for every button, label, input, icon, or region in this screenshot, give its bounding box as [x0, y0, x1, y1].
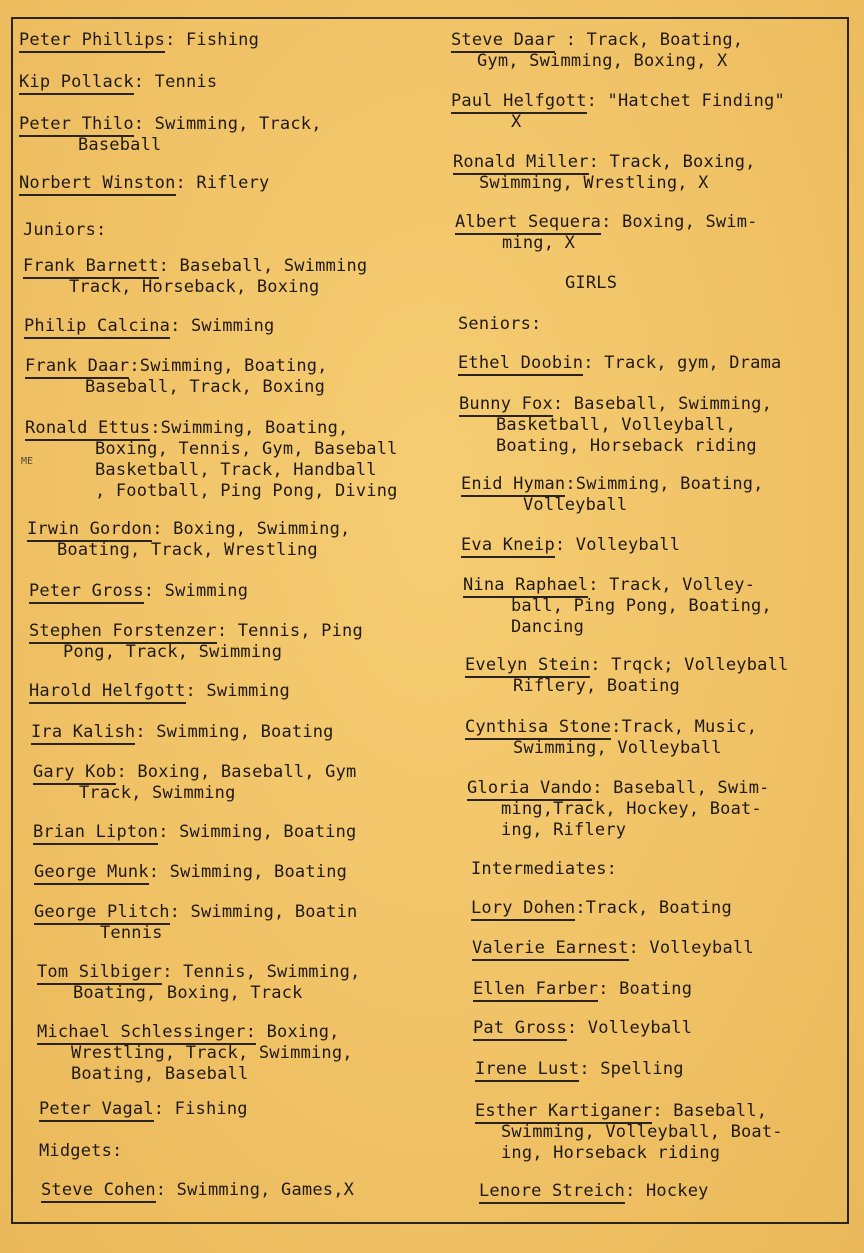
section-heading: Juniors: [23, 220, 107, 240]
camper-entry [37, 962, 360, 1004]
camper-entry [461, 535, 680, 556]
activities-continuation: ball, Ping Pong, Boating, [511, 596, 772, 616]
activities-text: : Volleyball [628, 938, 754, 958]
camper-name: Ellen Farber [473, 979, 598, 1002]
activities-continuation: ming, X [502, 233, 576, 253]
activities-text: :Swimming, Boating, [565, 474, 764, 494]
activities-continuation: X [511, 112, 522, 132]
activities-text: : Swimming [185, 681, 290, 701]
camper-name: Peter Vagal [39, 1099, 154, 1122]
activities-text: : Hockey [625, 1181, 709, 1201]
camper-name: Gary Kob [33, 762, 116, 785]
camper-entry [451, 91, 785, 133]
camper-entry [473, 1018, 692, 1039]
activities-text: : Track, Boating, [555, 30, 744, 50]
activities-text: : Fishing [153, 1099, 248, 1119]
activities-text: : Swimming, Boating [148, 862, 348, 882]
camper-name: Peter Gross [29, 581, 144, 604]
camper-name: Kip Pollack [19, 72, 134, 95]
camper-entry [29, 621, 363, 663]
activities-text: : Swimming, Boating [158, 822, 357, 842]
activities-continuation: , Football, Ping Pong, Diving [95, 481, 398, 501]
activities-continuation: Basketball, Track, Handball [95, 460, 377, 480]
camper-entry [27, 519, 350, 561]
camper-name: Lory Dohen [471, 898, 575, 921]
camper-entry [19, 72, 217, 93]
camper-entry [479, 1181, 709, 1202]
camper-entry [33, 762, 357, 804]
activities-text: : Fishing [165, 30, 260, 50]
activities-text: : Swimming [143, 581, 249, 601]
activities-text: : "Hatchet Finding" [586, 91, 785, 111]
camper-entry [34, 862, 347, 883]
camper-name: Cynthisa Stone [465, 717, 611, 740]
camper-name: Stephen Forstenzer [29, 621, 217, 644]
activities-text: : Swimming, Boatin [169, 902, 358, 922]
section-heading: Seniors: [458, 314, 542, 334]
camper-name: Ronald Miller [453, 152, 589, 175]
camper-entry [463, 575, 772, 638]
camper-name: Bunny Fox [459, 394, 553, 417]
camper-entry [455, 212, 758, 254]
activities-continuation: Gym, Swimming, Boxing, X [477, 51, 728, 71]
activities-text: : Tennis, Swimming, [162, 962, 361, 982]
camper-entry [33, 822, 356, 843]
camper-name: Paul Helfgott [451, 91, 587, 114]
camper-name: Esther Kartiganer [475, 1101, 652, 1124]
activities-continuation: Boating, Boxing, Track [73, 983, 303, 1003]
activities-continuation: Baseball, Track, Boxing [85, 377, 326, 397]
activities-text: :Track, Music, [611, 717, 758, 737]
camper-name: Ira Kalish [31, 722, 135, 745]
camper-name: Tom Silbiger [37, 962, 162, 985]
activities-text: : Track, gym, Drama [583, 353, 782, 373]
camper-entry [39, 1099, 248, 1120]
activities-text: :Swimming, Boating, [150, 418, 349, 438]
activities-continuation: Basketball, Volleyball, [496, 415, 737, 435]
section-heading: Midgets: [39, 1141, 123, 1161]
activities-text: :Track, Boating [575, 898, 732, 918]
activities-text: : Boxing, Baseball, Gym [116, 762, 357, 782]
margin-note: ME [21, 456, 34, 467]
camper-name: Irwin Gordon [27, 519, 152, 542]
camper-name: Frank Barnett [23, 256, 159, 279]
activities-continuation: ing, Riflery [501, 820, 627, 840]
camper-entry [453, 152, 756, 194]
camper-entry [41, 1180, 354, 1201]
activities-continuation: Swimming, Wrestling, X [479, 173, 709, 193]
activities-continuation: ming,Track, Hockey, Boat- [501, 799, 762, 819]
camper-name: Valerie Earnest [472, 938, 629, 961]
camper-entry [465, 655, 788, 697]
section-heading: GIRLS [565, 273, 618, 293]
camper-entry [465, 717, 757, 759]
camper-name: Ethel Doobin [458, 353, 583, 376]
activities-continuation: Track, Swimming [79, 783, 236, 803]
activities-continuation: Wrestling, Track, Swimming, [71, 1043, 353, 1063]
camper-name: Brian Lipton [33, 822, 158, 845]
activities-text: : Baseball, Swimming [158, 256, 368, 276]
activities-text: :Swimming, Boating, [129, 356, 328, 376]
camper-entry [475, 1101, 783, 1164]
activities-text: : Spelling [579, 1059, 684, 1079]
activities-text: Boxing, [256, 1022, 340, 1042]
activities-text: : Trqck; Volleyball [590, 655, 789, 675]
camper-name: Irene Lust [475, 1059, 579, 1082]
camper-name: Lenore Streich [479, 1181, 625, 1204]
camper-name: Norbert Winston [19, 173, 176, 196]
activities-continuation: Pong, Track, Swimming [63, 642, 283, 662]
camper-entry [458, 353, 781, 374]
camper-entry [472, 938, 754, 959]
camper-name: Steve Daar [451, 30, 555, 53]
camper-name: Peter Phillips [19, 30, 165, 53]
camper-entry [475, 1059, 684, 1080]
activities-text: : Baseball, Swim- [592, 778, 770, 798]
camper-entry [467, 778, 770, 841]
activities-text: : Boxing, Swim- [601, 212, 758, 232]
activities-text: : Volleyball [566, 1018, 693, 1038]
activities-continuation: Boxing, Tennis, Gym, Baseball [95, 439, 398, 459]
activities-text: : Swimming [170, 316, 275, 336]
camper-name: Philip Calcina [24, 316, 170, 339]
activities-continuation: Boating, Horseback riding [496, 436, 757, 456]
camper-entry [34, 902, 357, 944]
camper-entry [473, 979, 692, 1000]
camper-entry [19, 114, 322, 156]
activities-text: : Track, Boxing, [588, 152, 756, 172]
activities-continuation: Track, Horseback, Boxing [69, 277, 320, 297]
activities-text: : Boating [598, 979, 693, 999]
activities-text: : Swimming, Track, [133, 114, 322, 134]
camper-name: Peter Thilo [19, 114, 134, 137]
camper-entry [29, 681, 290, 702]
camper-name: Evelyn Stein [465, 655, 590, 678]
camper-entry [25, 418, 398, 502]
activities-continuation: Baseball [78, 135, 162, 155]
activities-continuation: Riflery, Boating [513, 676, 680, 696]
activities-continuation: Swimming, Volleyball [513, 738, 722, 758]
camper-name: Nina Raphael [463, 575, 588, 598]
camper-entry [31, 722, 334, 743]
activities-continuation: Boating, Baseball [71, 1064, 249, 1084]
activities-continuation: Boating, Track, Wrestling [57, 540, 318, 560]
camper-name: Albert Sequera [455, 212, 601, 235]
camper-entry [471, 898, 732, 919]
camper-entry [19, 30, 259, 51]
camper-entry [25, 356, 328, 398]
activities-text: : Baseball, Swimming, [552, 394, 773, 414]
activities-text: : Track, Volley- [588, 575, 756, 595]
activities-text: : Tennis [133, 72, 218, 92]
activities-text: : Boxing, Swimming, [152, 519, 351, 539]
activities-text: : Baseball, [652, 1101, 768, 1121]
activities-text: : Swimming, Boating [135, 722, 334, 742]
camper-entry [461, 474, 764, 516]
camper-entry [459, 394, 772, 457]
activities-continuation: Dancing [511, 617, 585, 637]
activities-text: : Swimming, Games,X [155, 1180, 355, 1200]
section-heading: Intermediates: [471, 859, 618, 879]
camper-name: Frank Daar [25, 356, 129, 379]
camper-name: George Munk [34, 862, 149, 885]
camper-entry [19, 173, 269, 194]
camper-name: Eva Kneip [461, 535, 555, 558]
camper-name: Pat Gross [473, 1018, 567, 1041]
camper-name: Harold Helfgott [29, 681, 186, 704]
activities-continuation: Volleyball [523, 495, 628, 515]
activities-continuation: Swimming, Volleyball, Boat- [501, 1122, 783, 1142]
camper-name: Steve Cohen [41, 1180, 156, 1203]
activities-text: : Riflery [175, 173, 270, 193]
camper-name: Ronald Ettus [25, 418, 150, 441]
camper-name: Michael Schlessinger: [37, 1022, 256, 1045]
activities-continuation: Tennis [100, 923, 163, 943]
camper-entry [23, 256, 367, 298]
activities-text: : Volleyball [554, 535, 681, 555]
camper-entry [37, 1022, 353, 1085]
camper-name: George Plitch [34, 902, 170, 925]
camper-entry [24, 316, 274, 337]
camper-name: Gloria Vando [467, 778, 592, 801]
camper-entry [451, 30, 743, 72]
activities-text: : Tennis, Ping [216, 621, 363, 641]
camper-entry [29, 581, 248, 602]
camper-name: Enid Hyman [461, 474, 565, 497]
activities-continuation: ing, Horseback riding [501, 1143, 721, 1163]
